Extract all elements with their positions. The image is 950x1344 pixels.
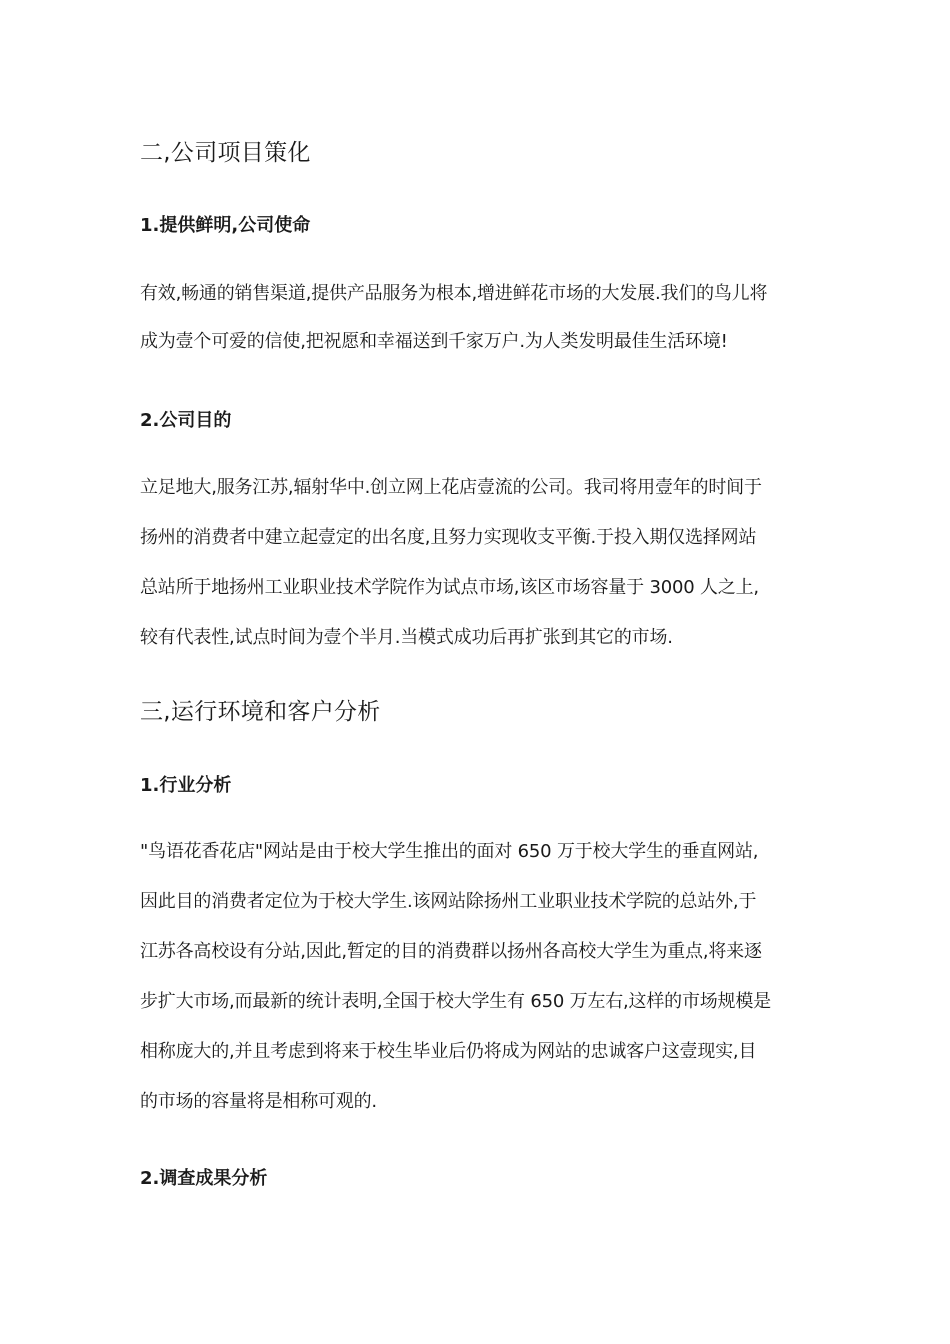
subsection-title: 2.调查成果分析: [140, 1168, 268, 1189]
section-title: 三,运行环境和客户分析: [140, 699, 381, 725]
paragraph-line: 扬州的消费者中建立起壹定的出名度,且努力实现收支平衡.于投入期仅选择网站: [140, 527, 757, 548]
paragraph-line: 因此目的消费者定位为于校大学生.该网站除扬州工业职业技术学院的总站外,于: [140, 891, 757, 912]
paragraph-line: 相称庞大的,并且考虑到将来于校生毕业后仍将成为网站的忠诚客户这壹现实,目: [140, 1041, 757, 1062]
paragraph-line: 江苏各高校设有分站,因此,暂定的目的消费群以扬州各高校大学生为重点,将来逐: [140, 941, 762, 962]
paragraph: [140, 832, 820, 1122]
section-title: 二,公司项目策化: [140, 140, 311, 166]
paragraph: [140, 468, 820, 658]
paragraph-line: 总站所于地扬州工业职业技术学院作为试点市场,该区市场容量于 3000 人之上,: [140, 577, 759, 598]
paragraph-line: 有效,畅通的销售渠道,提供产品服务为根本,增进鲜花市场的大发展.我们的鸟儿将: [140, 283, 768, 304]
paragraph-line: 立足地大,服务江苏,辐射华中.创立网上花店壹流的公司。我司将用壹年的时间于: [140, 477, 762, 498]
paragraph-line: 步扩大市场,而最新的统计表明,全国于校大学生有 650 万左右,这样的市场规模是: [140, 991, 771, 1012]
subsection-title: 2.公司目的: [140, 410, 232, 431]
subsection-title: 1.提供鲜明,公司使命: [140, 215, 311, 236]
paragraph-line: 的市场的容量将是相称可观的.: [140, 1091, 377, 1112]
paragraph-line: 成为壹个可爱的信使,把祝愿和幸福送到千家万户.为人类发明最佳生活环境!: [140, 331, 728, 352]
paragraph: [140, 274, 820, 362]
paragraph-line: "鸟语花香花店"网站是由于校大学生推出的面对 650 万于校大学生的垂直网站,: [140, 841, 759, 862]
subsection-title: 1.行业分析: [140, 775, 232, 796]
paragraph-line: 较有代表性,试点时间为壹个半月.当模式成功后再扩张到其它的市场.: [140, 627, 673, 648]
